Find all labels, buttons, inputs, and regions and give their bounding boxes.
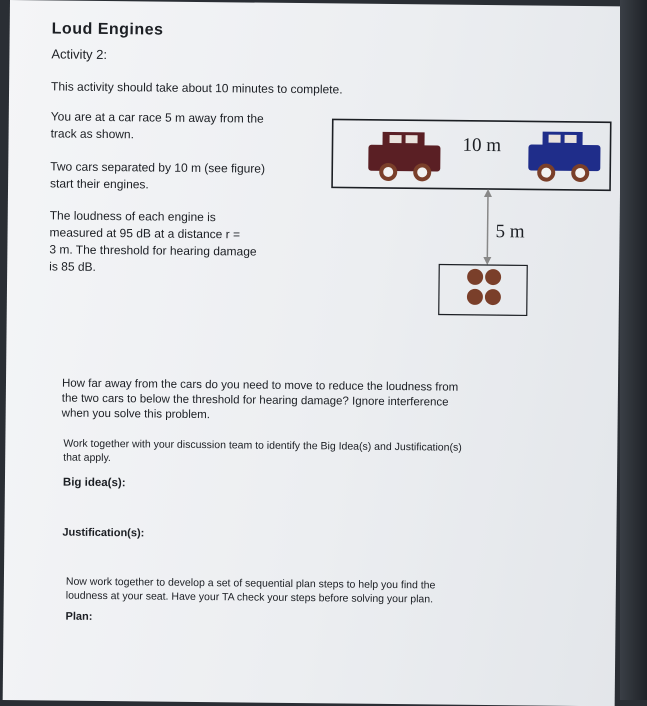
left-car: [368, 132, 441, 182]
question-line: the two cars to below the threshold for hearing damage? Ignore interference: [61, 392, 449, 409]
right-car-roof: [543, 132, 583, 146]
intro-p3-line: 3 m. The threshold for hearing damage: [49, 242, 257, 259]
distance-label: 5 m: [495, 221, 525, 243]
justifications-label: Justification(s):: [62, 526, 145, 540]
intro-p1-line: track as shown.: [50, 126, 135, 142]
left-car-roof: [382, 132, 424, 146]
plan-instruction: [66, 575, 436, 607]
intro-p3-line: The loudness of each engine is: [49, 208, 216, 225]
question-line: when you solve this problem.: [61, 407, 211, 422]
background-edge: [620, 0, 647, 700]
race-figure: [329, 113, 615, 321]
right-car-window: [565, 135, 577, 143]
separation-label: 10 m: [462, 134, 502, 157]
intro-paragraph-1: [51, 108, 264, 144]
plan-label: Plan:: [65, 610, 93, 623]
team-line: that apply.: [63, 451, 111, 465]
team-line: Work together with your discussion team to identify the Big Idea(s) and Justification(s): [63, 437, 462, 454]
team-instruction: [63, 437, 462, 469]
intro-p1-line: You are at a car race 5 m away from the: [50, 109, 264, 126]
right-car: [528, 131, 601, 182]
plan-instruction-line: Now work together to develop a set of sequential plan steps to help you find the: [65, 575, 436, 592]
intro-p2-line: Two cars separated by 10 m (see figure): [50, 159, 266, 176]
worksheet-page: [3, 0, 622, 706]
question-line: How far away from the cars do you need to move to reduce the loudness from: [61, 377, 459, 394]
left-car-window: [406, 135, 418, 143]
intro-p2-line: start their engines.: [50, 176, 149, 192]
activity-label: Activity 2:: [51, 46, 108, 63]
big-ideas-label: Big idea(s):: [62, 476, 126, 490]
left-car-window: [390, 135, 402, 143]
right-car-window: [549, 135, 561, 143]
intro-paragraph-2: [50, 158, 265, 194]
distance-arrow: [483, 189, 492, 265]
time-note: This activity should take about 10 minutes to complete.: [51, 79, 343, 97]
listener-box: [439, 265, 528, 316]
plan-instruction-line: loudness at your seat. Have your TA check your steps before solving your plan.: [65, 589, 434, 606]
page-title: Loud Engines: [51, 20, 164, 39]
intro-p3-line: is 85 dB.: [49, 259, 96, 274]
listener-seats: [467, 269, 501, 305]
main-question: [62, 377, 459, 426]
intro-paragraph-3: [49, 207, 257, 277]
intro-p3-line: measured at 95 dB at a distance r =: [49, 225, 241, 242]
